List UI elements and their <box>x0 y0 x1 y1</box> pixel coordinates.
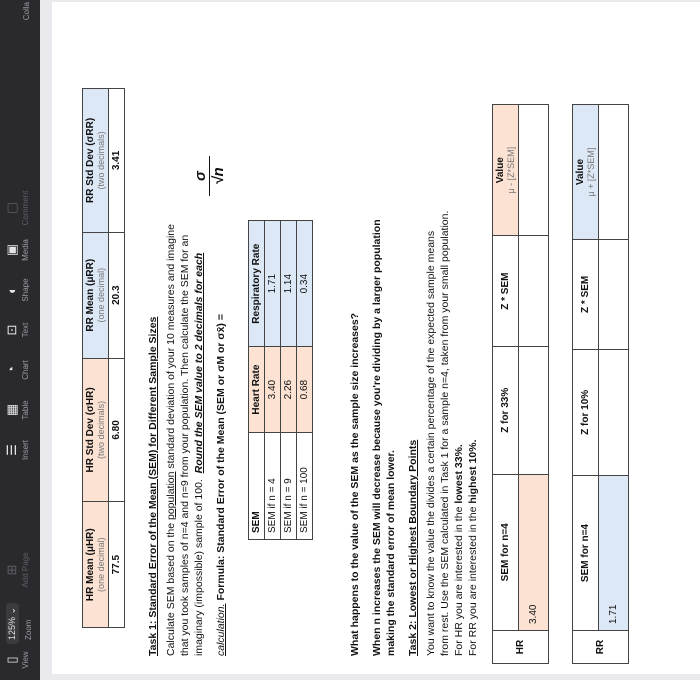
text-button[interactable]: ⊡ Text <box>3 310 30 350</box>
toolbar <box>0 0 40 680</box>
rr-z-cell[interactable] <box>599 349 629 475</box>
answer-line2[interactable]: making the standard error of mean lower. <box>385 450 397 656</box>
image-icon: ▣ <box>4 243 19 257</box>
task1-line2: that you took samples of n=4 and n=9 from your population. Then calculate the SEM for an <box>179 234 191 656</box>
rr-std-value[interactable]: 3.41 <box>109 89 125 233</box>
task1-line4: calculation. Formula: Standard Error of the Mean (SEM or σM or σx̄) = <box>215 314 227 656</box>
task1-title: Task 1: Standard Error of the Mean (SEM) for Different Sample Sizes <box>147 316 159 656</box>
task2-line4: For RR you are interested in the highest 10%. <box>467 439 479 656</box>
sem-row-label: SEM if n = 4 <box>265 432 281 539</box>
table-button[interactable]: ▦ Table <box>3 390 30 430</box>
hr-z-cell[interactable] <box>519 346 549 474</box>
rr-zsem-header: Z * SEM <box>573 240 599 350</box>
task2-line2: from rest. Use the SEM calculated in Task 1 for a sample n=4, taken from your small population. <box>439 210 451 656</box>
chart-icon: ◔ <box>4 366 19 374</box>
sem-hr-cell[interactable]: 2.26 <box>281 347 297 433</box>
heart-rate-header: Heart Rate <box>249 347 265 433</box>
shape-button[interactable]: ◐ Shape <box>3 270 30 310</box>
rr-sem-cell[interactable]: 1.71 <box>599 476 629 631</box>
sem-rr-cell[interactable]: 1.14 <box>281 221 297 347</box>
rr-value-header: Value μ + [Z*SEM] <box>573 105 599 240</box>
rr-zsem-cell[interactable] <box>599 240 629 350</box>
view-button[interactable]: ▯ View <box>3 640 30 680</box>
task2-line1: You want to know the value the divides a certain percentage of the expected sample means <box>425 230 437 656</box>
rr-row-label: RR <box>573 631 629 664</box>
task1-line1: Calculate SEM based on the population standard deviation of your 10 measures and imagine <box>165 224 177 656</box>
comment-button[interactable]: ▢ Comment <box>3 188 30 228</box>
hr-sem-header: SEM for n=4 <box>493 474 519 630</box>
hr-sem-cell[interactable]: 3.40 <box>519 474 549 630</box>
sem-row-label: SEM if n = 9 <box>281 432 297 539</box>
insert-button[interactable]: ☰ Insert <box>3 430 30 470</box>
sem-table <box>248 220 313 540</box>
hr-boundary-table <box>492 104 549 664</box>
question-text: What happens to the value of the SEM as the sample size increases? <box>349 312 361 656</box>
answer-line1[interactable]: When n increases the SEM will decrease because you're dividing by a larger population <box>371 219 383 656</box>
hr-mean-header: HR Mean (μHR) (one decimal) <box>83 502 109 628</box>
hr-value-cell[interactable] <box>519 105 549 236</box>
sem-hr-cell[interactable]: 0.68 <box>297 347 313 433</box>
sem-row-label: SEM if n = 100 <box>297 432 313 539</box>
rr-mean-header: RR Mean (μRR) (one decimal) <box>83 232 109 358</box>
document-page <box>52 2 700 674</box>
task2-line3: For HR you are interested in the lowest 33%. <box>453 444 465 656</box>
measurements-table <box>82 88 125 628</box>
rr-z-header: Z for 10% <box>573 349 599 475</box>
list-icon: ☰ <box>4 444 19 456</box>
hr-mean-value[interactable]: 77.5 <box>109 502 125 628</box>
hr-std-header: HR Std Dev (σHR) (two decimals) <box>83 358 109 502</box>
sem-rr-cell[interactable]: 1.71 <box>265 221 281 347</box>
chart-button[interactable]: ◔ Chart <box>3 350 30 390</box>
rr-std-header: RR Std Dev (σRR) (two decimals) <box>83 89 109 233</box>
task2-title: Task 2: Lowest or Highest Boundary Points <box>407 439 419 656</box>
media-button[interactable]: ▣ Media <box>3 230 30 270</box>
zoom-label: Zoom <box>24 619 33 640</box>
comment-icon: ▢ <box>4 201 19 215</box>
sem-rr-cell[interactable]: 0.34 <box>297 221 313 347</box>
sem-hr-cell[interactable]: 3.40 <box>265 347 281 433</box>
collaborate-button[interactable]: Colla <box>22 2 31 21</box>
hr-std-value[interactable]: 6.80 <box>109 358 125 502</box>
hr-z-header: Z for 33% <box>493 346 519 474</box>
rr-sem-header: SEM for n=4 <box>573 476 599 631</box>
add-page-button[interactable]: ⊞ Add Page <box>3 550 30 590</box>
rr-boundary-table <box>572 104 629 664</box>
hr-zsem-header: Z * SEM <box>493 236 519 347</box>
sem-header: SEM <box>249 432 265 539</box>
hr-row-label: HR <box>493 631 549 664</box>
shape-icon: ◐ <box>4 286 19 294</box>
respiratory-rate-header: Respiratory Rate <box>249 221 265 347</box>
rr-value-cell[interactable] <box>599 105 629 240</box>
table-icon: ▦ <box>4 403 19 417</box>
text-box-icon: ⊡ <box>4 324 19 336</box>
hr-value-header: Value μ - [Z*SEM] <box>493 105 519 236</box>
task1-line3: imaginary (impossible) sample of 100. Round the SEM value to 2 decimals for each <box>193 252 205 656</box>
hr-zsem-cell[interactable] <box>519 236 549 347</box>
sidebar-icon: ▯ <box>4 656 19 664</box>
sem-formula: σ √n <box>192 156 227 196</box>
rr-mean-value[interactable]: 20.3 <box>109 232 125 358</box>
zoom-select[interactable]: 125% ⌄ <box>6 603 19 644</box>
plus-icon: ⊞ <box>4 564 19 576</box>
